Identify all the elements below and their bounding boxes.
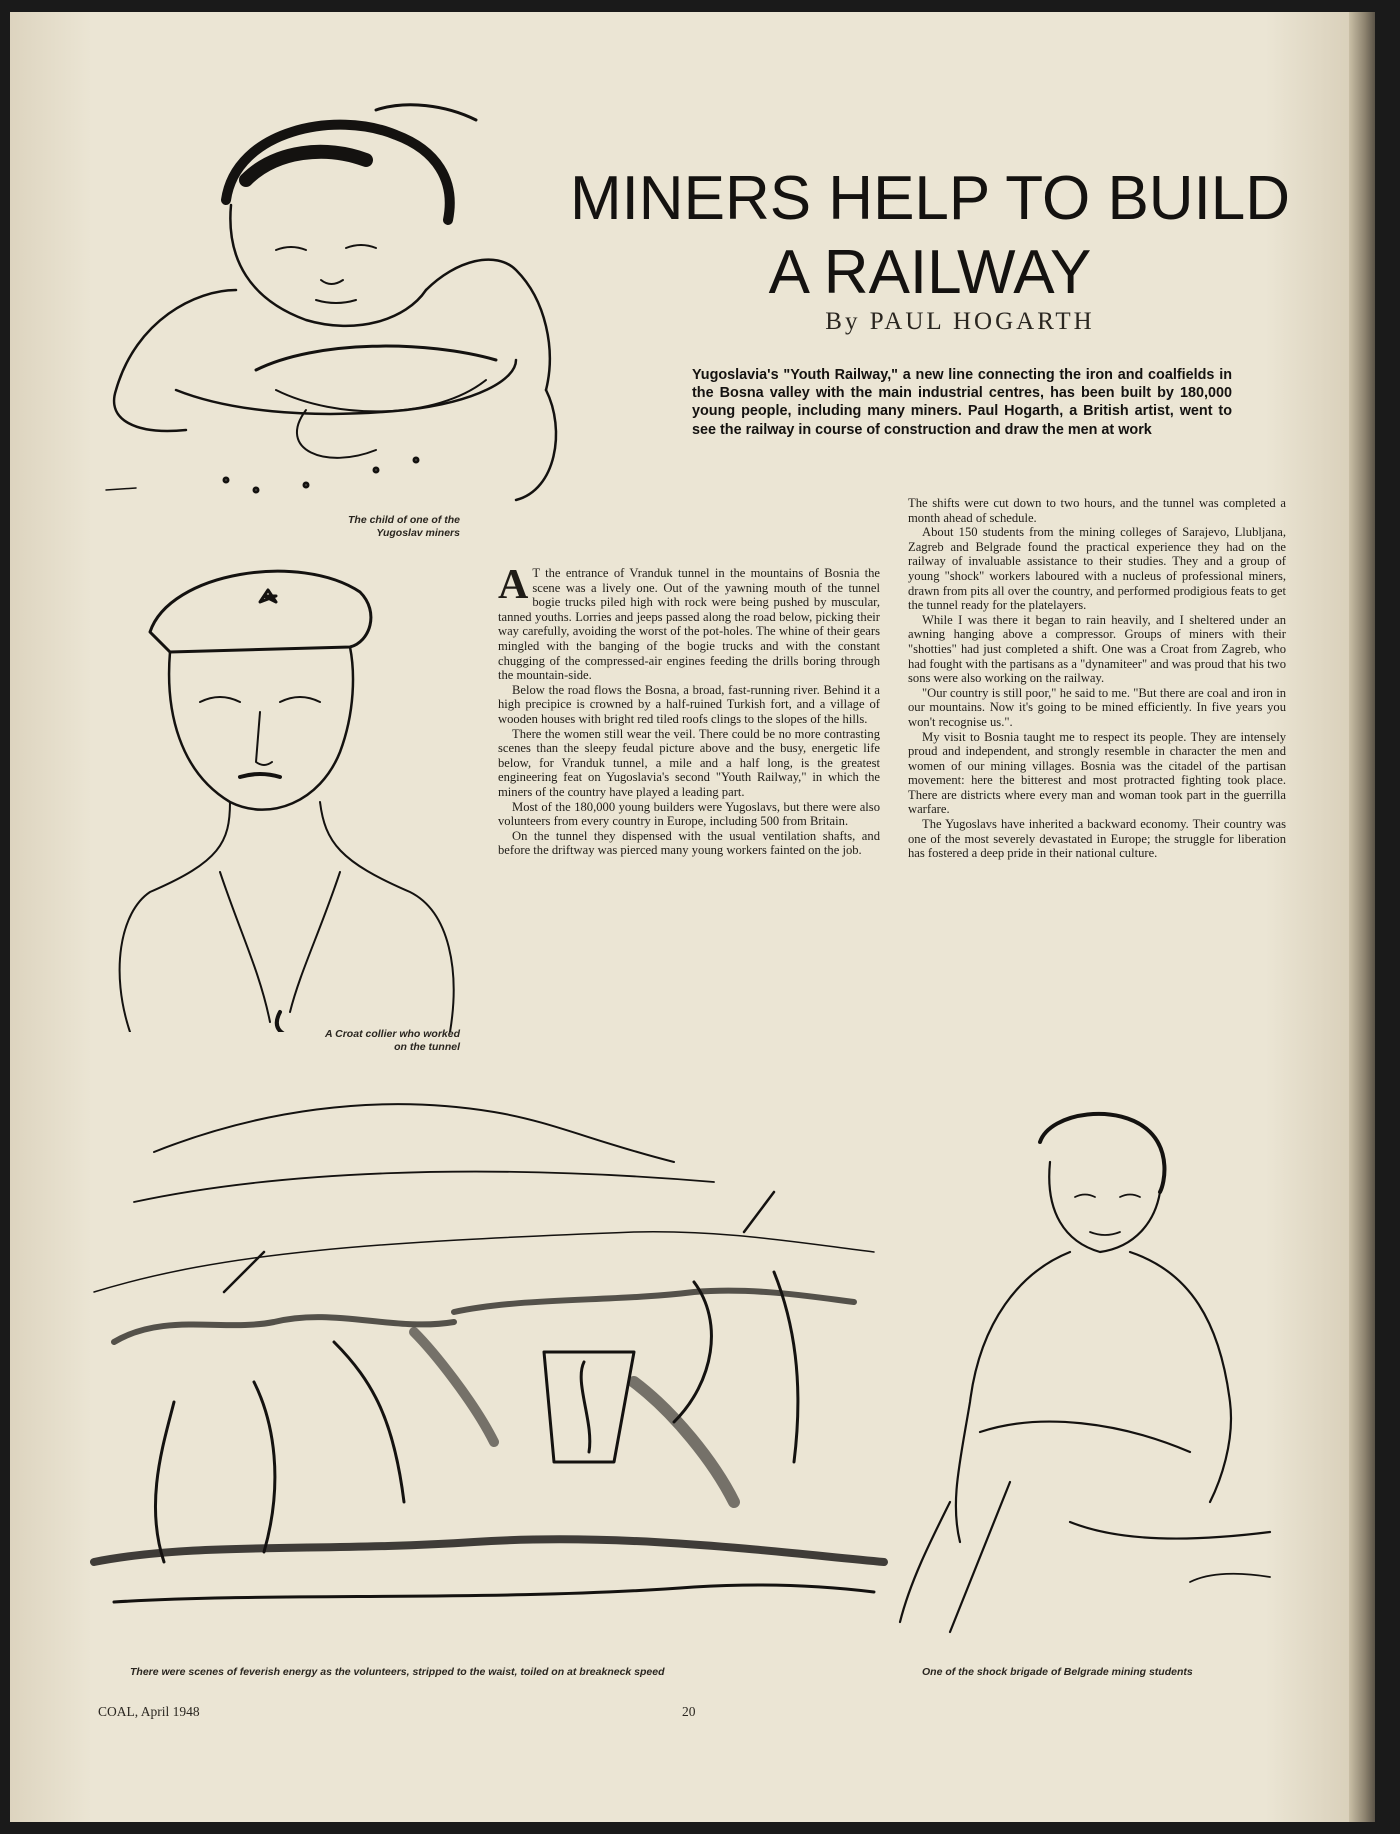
col1-paragraph-2: Below the road flows the Bosna, a broad, fast-running river. Behind it a high precipice is crowned by a half-ruined Turkish fort, and a village of wooden houses with bright red tiled roofs clings to the slopes of the hills. [498, 682, 880, 726]
page-number: 20 [682, 1704, 696, 1719]
student-caption: One of the shock brigade of Belgrade mining students [922, 1666, 1193, 1678]
child-caption: The child of one of the Yugoslav miners [348, 514, 460, 539]
body-column-1 [498, 562, 880, 858]
col2-paragraph-3: While I was there it began to rain heavily, and I sheltered under an awning hanging above a compressor. Groups of miners with their "shotties" had just completed a shift. One was a Croat from Zagreb, who had fought with the partisans as a "dynamiteer" and was proud that his two sons were also working on the railway. [908, 612, 1286, 686]
col1-paragraph-4: Most of the 180,000 young builders were Yugoslavs, but there were also volunteers from every country in Europe, including 500 from Britain. [498, 799, 880, 829]
magazine-page [10, 12, 1375, 1822]
standfirst: Yugoslavia's "Youth Railway," a new line connecting the iron and coalfields in the Bosna valley with the main industrial centres, has been built by 180,000 young people, including many miners. Paul Hogarth, a British artist, went to see the railway in course of construction and draw the men at work [692, 367, 1232, 438]
publication-footer: COAL, April 1948 [98, 1704, 200, 1719]
col1-paragraph-5: On the tunnel they dispensed with the usual ventilation shafts, and before the driftway was pierced many young workers fainted on the job. [498, 828, 880, 858]
volunteers-caption: There were scenes of feverish energy as the volunteers, stripped to the waist, toiled on at breakneck speed [130, 1666, 665, 1678]
byline: By PAUL HOGARTH [825, 308, 1095, 335]
col1-paragraph-1: A T the entrance of Vranduk tunnel in the mountains of Bosnia the scene was a lively one. Out of the yawning mouth of the tunnel bogie trucks piled high with rock were being pushed by muscular, tanned youths. Lorries and jeeps passed along the road below, picking their way carefully, avoiding the worst of the pot-holes. The whine of their gears mingled with the banging of the bogie trucks and with the constant chugging of the compressed-air engines feeding the drills boring through the mountain-side. [498, 562, 880, 683]
article-title [540, 162, 1320, 310]
title-line-1: MINERS HELP TO BUILD [569, 164, 1291, 233]
col1-paragraph-3: There the women still wear the veil. There could be no more contrasting scenes than the sleepy feudal picture above and the busy, energetic life below, for Vranduk tunnel, a mile and a half long, is the greatest engineering feat on Yugoslavia's second "Youth Railway," in which the miners of the country have played a leading part. [498, 726, 880, 799]
student-sketch-illustration [890, 1102, 1310, 1642]
volunteers-scene-illustration [74, 1082, 894, 1642]
collier-portrait-illustration [110, 552, 480, 1032]
col2-paragraph-5: My visit to Bosnia taught me to respect its people. They are intensely proud and independent, and strongly resemble in character the men and women of our mining villages. Bosnia was the citadel of the partisan movement: here the bitterest and most protracted fighting took place. There are districts where every man and woman took part in the guerrilla warfare. [908, 729, 1286, 817]
title-line-2: A RAILWAY [768, 238, 1092, 307]
col2-paragraph-2: About 150 students from the mining colleges of Sarajevo, Llubljana, Zagreb and Belgrade found the practical experience they had on the railway of invaluable assistance to their studies. They and a group of young "shock" workers laboured with a nucleus of professional miners, drawn from pits all over the country, and performed prodigious feats to get the tunnel ready for the platelayers. [908, 525, 1286, 613]
collier-caption: A Croat collier who worked on the tunnel [325, 1028, 460, 1053]
col2-paragraph-1: The shifts were cut down to two hours, and the tunnel was completed a month ahead of schedule. [908, 496, 1286, 525]
dropcap: A [498, 562, 529, 608]
col2-paragraph-6: The Yugoslavs have inherited a backward economy. Their country was one of the most severely devastated in Europe; the struggle for liberation has fostered a deep pride in their national culture. [908, 817, 1286, 861]
body-column-2 [908, 496, 1286, 861]
page-gutter-shadow [1349, 12, 1375, 1822]
col2-paragraph-4: "Our country is still poor," he said to me. "But there are coal and iron in our mountains. Now it's going to be mined efficiently. In five years you won't recognise us.". [908, 685, 1286, 729]
